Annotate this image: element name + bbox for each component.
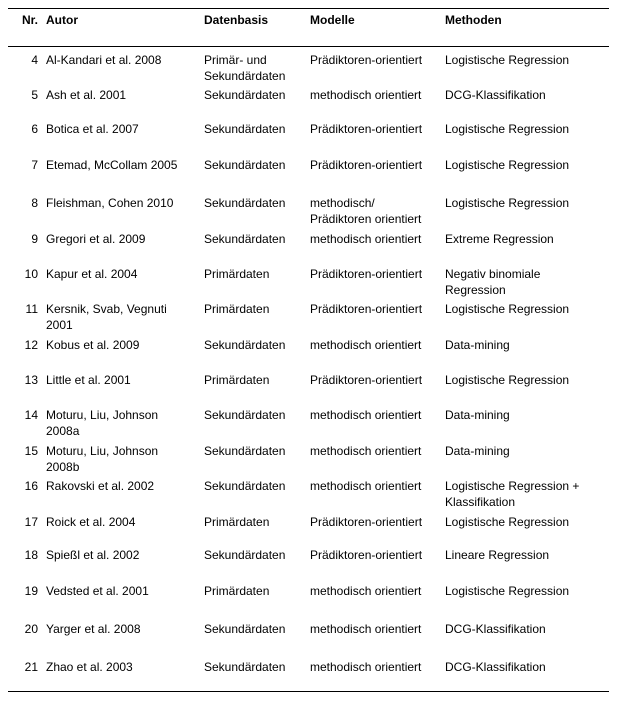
cell-modelle	[310, 87, 421, 103]
cell-datenbasis	[204, 266, 269, 282]
cell-datenbasis	[204, 157, 285, 173]
cell-autor	[46, 337, 139, 353]
cell-autor	[46, 478, 154, 494]
cell-datenbasis	[204, 443, 285, 459]
cell-datenbasis-line: Primärdaten	[204, 302, 270, 316]
cell-methoden	[445, 121, 569, 137]
cell-datenbasis	[204, 195, 285, 211]
cell-methoden-line: Logistische Regression	[445, 515, 570, 529]
cell-datenbasis	[204, 659, 285, 675]
cell-autor-line: Moturu, Liu, Johnson	[46, 444, 159, 458]
cell-autor	[46, 514, 135, 530]
cell-datenbasis-line: Sekundärdaten	[204, 88, 286, 102]
cell-datenbasis-line: Primärdaten	[204, 584, 270, 598]
cell-autor	[46, 583, 149, 599]
cell-methoden-line: Data-mining	[445, 338, 510, 352]
cell-modelle	[310, 195, 421, 227]
cell-methoden-line: DCG-Klassifikation	[445, 660, 546, 674]
cell-datenbasis	[204, 478, 285, 494]
cell-datenbasis-line: Primär- und	[204, 53, 267, 67]
cell-datenbasis-line: Sekundärdaten	[204, 232, 286, 246]
cell-nr: 6	[31, 122, 38, 136]
cell-autor-line: Fleishman, Cohen 2010	[46, 196, 174, 210]
cell-autor-line: Roick et al. 2004	[46, 515, 136, 529]
cell-autor-line: Botica et al. 2007	[46, 122, 139, 136]
cell-autor	[46, 157, 177, 173]
cell-methoden	[445, 407, 510, 423]
cell-autor	[46, 301, 167, 333]
cell-datenbasis	[204, 372, 269, 388]
cell-modelle	[310, 157, 422, 173]
cell-datenbasis	[204, 407, 285, 423]
cell-methoden	[445, 231, 554, 247]
cell-nr: 11	[25, 302, 38, 316]
cell-modelle	[310, 443, 421, 459]
header-datenbasis: Datenbasis	[204, 13, 269, 27]
cell-methoden-line: Regression	[445, 283, 506, 297]
cell-methoden	[445, 301, 569, 317]
cell-modelle	[310, 583, 421, 599]
cell-nr: 21	[24, 660, 38, 674]
bottom-rule	[8, 691, 609, 692]
cell-modelle	[310, 52, 422, 68]
cell-datenbasis-line: Sekundärdaten	[204, 622, 286, 636]
cell-methoden-line: Negativ binomiale	[445, 267, 541, 281]
cell-methoden	[445, 621, 546, 637]
cell-methoden-line: Logistische Regression	[445, 122, 570, 136]
cell-autor	[46, 547, 139, 563]
cell-modelle-line: methodisch orientiert	[310, 622, 422, 636]
cell-modelle	[310, 514, 422, 530]
cell-datenbasis	[204, 583, 269, 599]
cell-methoden	[445, 659, 546, 675]
cell-modelle-line: Prädiktoren orientiert	[310, 212, 422, 226]
cell-modelle-line: Prädiktoren-orientiert	[310, 515, 423, 529]
cell-modelle	[310, 478, 421, 494]
cell-autor	[46, 195, 173, 211]
cell-datenbasis-line: Sekundärdaten	[204, 338, 286, 352]
cell-datenbasis	[204, 52, 285, 84]
cell-autor-line: Kobus et al. 2009	[46, 338, 140, 352]
cell-methoden-line: Klassifikation	[445, 495, 516, 509]
header-rule	[8, 46, 609, 47]
cell-datenbasis-line: Primärdaten	[204, 515, 270, 529]
cell-methoden-line: Lineare Regression	[445, 548, 550, 562]
cell-methoden-line: Logistische Regression +	[445, 479, 580, 493]
cell-autor-line: Spießl et al. 2002	[46, 548, 140, 562]
cell-datenbasis	[204, 121, 285, 137]
cell-autor-line: Vedsted et al. 2001	[46, 584, 149, 598]
cell-datenbasis-line: Primärdaten	[204, 373, 270, 387]
cell-modelle-line: Prädiktoren-orientiert	[310, 373, 423, 387]
cell-modelle-line: methodisch orientiert	[310, 232, 422, 246]
cell-methoden-line: Logistische Regression	[445, 584, 570, 598]
cell-autor	[46, 621, 141, 637]
cell-nr: 18	[24, 548, 38, 562]
cell-modelle	[310, 621, 421, 637]
cell-methoden-line: Logistische Regression	[445, 373, 570, 387]
cell-methoden-line: Logistische Regression	[445, 158, 570, 172]
cell-modelle-line: methodisch/	[310, 196, 375, 210]
cell-datenbasis	[204, 231, 285, 247]
cell-autor-line: Gregori et al. 2009	[46, 232, 146, 246]
cell-methoden	[445, 372, 569, 388]
cell-nr: 19	[24, 584, 38, 598]
cell-nr: 17	[24, 515, 38, 529]
cell-modelle	[310, 231, 421, 247]
cell-datenbasis-line: Sekundärdaten	[204, 69, 286, 83]
cell-autor-line: Zhao et al. 2003	[46, 660, 133, 674]
cell-methoden-line: DCG-Klassifikation	[445, 622, 546, 636]
cell-autor	[46, 407, 158, 439]
cell-methoden	[445, 547, 549, 563]
cell-methoden-line: DCG-Klassifikation	[445, 88, 546, 102]
cell-modelle-line: methodisch orientiert	[310, 584, 422, 598]
top-rule	[8, 8, 609, 9]
cell-datenbasis-line: Primärdaten	[204, 267, 270, 281]
cell-nr: 5	[31, 88, 38, 102]
cell-methoden	[445, 583, 569, 599]
cell-methoden	[445, 266, 540, 298]
cell-datenbasis-line: Sekundärdaten	[204, 444, 286, 458]
cell-modelle	[310, 659, 421, 675]
cell-autor	[46, 266, 137, 282]
cell-modelle-line: Prädiktoren-orientiert	[310, 122, 423, 136]
cell-methoden-line: Data-mining	[445, 444, 510, 458]
cell-datenbasis-line: Sekundärdaten	[204, 660, 286, 674]
cell-modelle	[310, 301, 422, 317]
cell-autor	[46, 443, 158, 475]
cell-methoden	[445, 337, 510, 353]
cell-autor	[46, 659, 133, 675]
cell-datenbasis-line: Sekundärdaten	[204, 196, 286, 210]
cell-methoden-line: Extreme Regression	[445, 232, 554, 246]
header-methoden: Methoden	[445, 13, 502, 27]
cell-methoden-line: Logistische Regression	[445, 53, 570, 67]
cell-autor-line: Ash et al. 2001	[46, 88, 127, 102]
cell-methoden	[445, 514, 569, 530]
cell-modelle-line: Prädiktoren-orientiert	[310, 548, 423, 562]
cell-modelle	[310, 407, 421, 423]
cell-autor-line: 2008a	[46, 424, 80, 438]
cell-nr: 9	[31, 232, 38, 246]
cell-modelle-line: Prädiktoren-orientiert	[310, 302, 423, 316]
cell-autor-line: Little et al. 2001	[46, 373, 131, 387]
cell-datenbasis-line: Sekundärdaten	[204, 548, 286, 562]
cell-autor-line: Moturu, Liu, Johnson	[46, 408, 159, 422]
cell-datenbasis	[204, 337, 285, 353]
cell-datenbasis	[204, 547, 285, 563]
cell-autor	[46, 231, 145, 247]
cell-modelle-line: Prädiktoren-orientiert	[310, 267, 423, 281]
cell-modelle-line: methodisch orientiert	[310, 88, 422, 102]
cell-autor-line: Rakovski et al. 2002	[46, 479, 155, 493]
cell-autor-line: 2001	[46, 318, 73, 332]
cell-datenbasis	[204, 621, 285, 637]
cell-nr: 14	[24, 408, 38, 422]
cell-nr: 13	[24, 373, 38, 387]
cell-nr: 15	[24, 444, 38, 458]
header-autor: Autor	[46, 13, 78, 27]
cell-datenbasis	[204, 514, 269, 530]
cell-methoden	[445, 195, 569, 211]
header-modelle: Modelle	[310, 13, 355, 27]
cell-nr: 4	[31, 53, 38, 67]
cell-datenbasis	[204, 87, 285, 103]
cell-autor	[46, 87, 126, 103]
cell-nr: 16	[24, 479, 38, 493]
cell-autor-line: Etemad, McCollam 2005	[46, 158, 178, 172]
cell-methoden	[445, 443, 510, 459]
cell-autor-line: 2008b	[46, 460, 80, 474]
cell-modelle-line: Prädiktoren-orientiert	[310, 158, 423, 172]
cell-modelle	[310, 337, 421, 353]
cell-autor-line: Kersnik, Svab, Vegnuti	[46, 302, 167, 316]
cell-methoden	[445, 87, 546, 103]
cell-datenbasis	[204, 301, 269, 317]
cell-datenbasis-line: Sekundärdaten	[204, 408, 286, 422]
cell-methoden	[445, 52, 569, 68]
cell-datenbasis-line: Sekundärdaten	[204, 479, 286, 493]
cell-modelle	[310, 266, 422, 282]
cell-autor	[46, 52, 161, 68]
cell-autor	[46, 121, 139, 137]
cell-modelle-line: methodisch orientiert	[310, 479, 422, 493]
cell-autor-line: Yarger et al. 2008	[46, 622, 141, 636]
cell-modelle-line: methodisch orientiert	[310, 660, 422, 674]
cell-modelle-line: methodisch orientiert	[310, 408, 422, 422]
cell-methoden	[445, 478, 579, 510]
cell-methoden	[445, 157, 569, 173]
cell-modelle	[310, 372, 422, 388]
cell-methoden-line: Data-mining	[445, 408, 510, 422]
cell-datenbasis-line: Sekundärdaten	[204, 122, 286, 136]
cell-nr: 10	[24, 267, 38, 281]
cell-modelle-line: Prädiktoren-orientiert	[310, 53, 423, 67]
cell-nr: 8	[31, 196, 38, 210]
cell-modelle-line: methodisch orientiert	[310, 444, 422, 458]
cell-nr: 20	[24, 622, 38, 636]
header-nr: Nr.	[21, 13, 38, 27]
cell-methoden-line: Logistische Regression	[445, 196, 570, 210]
cell-datenbasis-line: Sekundärdaten	[204, 158, 286, 172]
cell-autor-line: Kapur et al. 2004	[46, 267, 138, 281]
cell-nr: 7	[31, 158, 38, 172]
cell-nr: 12	[24, 338, 38, 352]
cell-modelle	[310, 121, 422, 137]
cell-methoden-line: Logistische Regression	[445, 302, 570, 316]
cell-modelle-line: methodisch orientiert	[310, 338, 422, 352]
cell-autor	[46, 372, 131, 388]
cell-autor-line: Al-Kandari et al. 2008	[46, 53, 162, 67]
cell-modelle	[310, 547, 422, 563]
